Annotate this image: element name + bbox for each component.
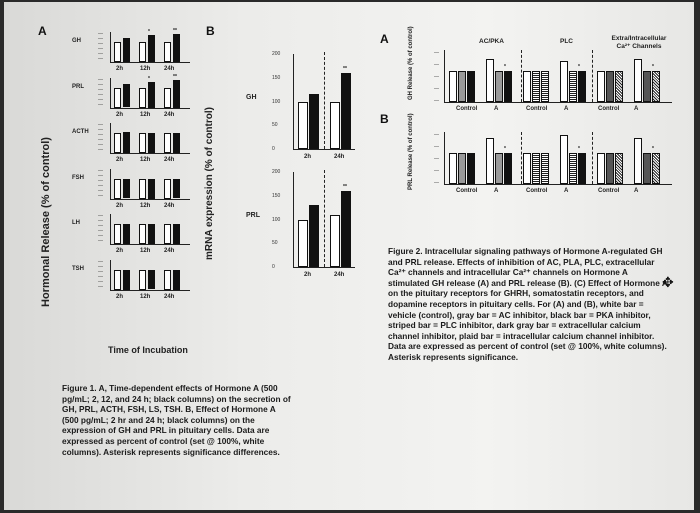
- fig1-bar-hormone: [148, 179, 155, 199]
- fig1b-bar-hormone: [309, 205, 319, 267]
- fig1b-label-gh: GH: [246, 94, 257, 101]
- fig1b-time-tick: 2h: [304, 272, 312, 278]
- fig1b-bar-control: [330, 215, 340, 267]
- fig2-bar: [504, 71, 512, 102]
- fig1b-tick: 100: [272, 98, 281, 105]
- fig1-time-tick: 2h: [116, 248, 124, 254]
- fig1-significance-mark: **: [173, 28, 177, 34]
- fig1-row-tick: —: [98, 233, 103, 239]
- fig1-significance-mark: *: [148, 75, 150, 82]
- fig2-bar: [597, 71, 605, 102]
- fig1-time-tick: 24h: [164, 293, 175, 300]
- fig1-row-tick: —: [98, 91, 103, 98]
- fig1b-bar-hormone: [341, 191, 351, 267]
- fig1-bar-control: [164, 88, 171, 108]
- fig1-row-label-tsh: TSH: [72, 265, 84, 272]
- fig1-row-tick: —: [98, 278, 103, 285]
- fig1-bar-control: [139, 224, 146, 244]
- fig2-divider: [521, 132, 522, 184]
- fig2-significance-mark: *: [504, 64, 506, 70]
- fig1b-tick: 150: [272, 192, 281, 199]
- fig1-row-tick: —: [98, 56, 103, 62]
- fig2-x-label: A: [564, 106, 569, 112]
- fig1-bar-control: [139, 133, 146, 153]
- fig2-panel-a-letter: A: [380, 32, 389, 46]
- fig1-panel-b-letter: B: [206, 24, 215, 38]
- fig2-tick: —: [434, 50, 439, 56]
- fig1-row-tick: —: [98, 96, 103, 103]
- fig1-time-tick: 24h: [164, 157, 175, 163]
- fig1-bar-control: [164, 270, 171, 290]
- fig2-x-label: Control: [598, 106, 620, 112]
- fig1-bar-hormone: [173, 80, 180, 108]
- fig1-time-tick: 12h: [140, 293, 151, 300]
- fig1-row-xaxis: [110, 244, 190, 245]
- fig2-tick: —: [434, 156, 439, 162]
- fig2-bar: [495, 71, 503, 102]
- fig1-x-axis-label: Time of Incubation: [108, 345, 188, 355]
- fig1-bar-hormone: [173, 224, 180, 244]
- fig1b-xaxis: [293, 267, 355, 268]
- fig1-row-tick: —: [98, 132, 103, 138]
- fig1-row-tick: —: [98, 283, 103, 290]
- fig2-bar: [449, 153, 457, 184]
- fig1-row-label-acth: ACTH: [72, 129, 89, 135]
- fig2-group-title-ac-pka: AC/PKA: [479, 38, 504, 45]
- fig2-significance-mark: *: [504, 146, 506, 152]
- fig1-row-tick: —: [98, 142, 103, 148]
- fig2-bar: [560, 135, 568, 184]
- fig2-x-label: A: [494, 188, 499, 194]
- fig1-bar-control: [114, 179, 121, 199]
- fig1-time-tick: 12h: [140, 111, 151, 118]
- fig1b-time-tick: 24h: [334, 154, 345, 160]
- fig1-caption: Figure 1. A, Time-dependent effects of Hormone A (500 pg/mL; 2, 12, and 24 h; black columns) on the secretion of GH, PRL, ACTH, FSH, LS, TSH. B, Effect of Hormone A (500 pg/mL; 2 hr and 24 h; black columns) on the expression of GH and PRL in pituitary cells. Data are expressed as percent of control (set @ 100%, white columns). Asterisk represents significance differences.: [62, 383, 291, 457]
- fig2-x-label: A: [564, 188, 569, 194]
- fig1-bar-hormone: [148, 35, 155, 62]
- fig1-row-tick: —: [98, 41, 103, 47]
- fig2-caption: Figure 2. Intracellular signaling pathways of Hormone A-regulated GH and PRL release. Effects of inhibition of AC, PLA, PLC, extracellular Ca²⁺ channels and intracellular Ca²⁺ channels on Hormone A stimulated GH release (A) and PRL release (B). (C) Effect of Hormone A on the pituitary receptors for GHRH, somatostatin receptors, and dopamine receptors in pituitary cells. For (A) and (B), white bar = vehicle (control), gray bar = AC inhibitor, black bar = PKA inhibitor, striped bar = PLC inhibitor, dark gray bar = extracellular calcium channel inhibitor, plaid bar = intracellular calcium channel inhibitor. Data are expressed as percent of control (set @ 100%, white columns). Asterisk represents significance.: [388, 246, 668, 362]
- fig1b-bar-control: [298, 102, 308, 150]
- fig1b-y-axis-label: mRNA expression (% of control): [204, 107, 215, 260]
- fig1-bar-control: [114, 270, 121, 290]
- fig1-bar-control: [139, 179, 146, 199]
- fig2-tick: —: [434, 86, 439, 92]
- fig2a-y-axis-label: GH Release (% of control): [408, 26, 414, 100]
- fig1-row-xaxis: [110, 290, 190, 291]
- fig1b-tick: 200: [272, 51, 281, 57]
- fig1-time-tick: 2h: [116, 111, 124, 118]
- fig1-row-tick: —: [98, 81, 103, 88]
- fig2-divider: [592, 50, 593, 102]
- fig1-bar-hormone: [148, 133, 155, 153]
- fig2-bar: [523, 71, 531, 102]
- fig2-tick: —: [434, 74, 439, 80]
- fig1-row-xaxis: [110, 108, 190, 109]
- fig1-time-tick: 2h: [116, 66, 124, 72]
- fig1-bar-control: [164, 42, 171, 62]
- fig1-row-tick: —: [98, 101, 103, 108]
- fig1-row-tick: —: [98, 182, 103, 189]
- fig2-bar: [634, 59, 642, 102]
- fig2-x-label: Control: [598, 188, 620, 194]
- fig2-bar: [634, 138, 642, 184]
- fig2-tick: —: [434, 98, 439, 104]
- fig1-time-tick: 12h: [140, 202, 151, 209]
- fig2-group-title-plc: PLC: [560, 38, 573, 45]
- fig2-group-title-calcium: Extra/Intracellular Ca²⁺ Channels: [611, 35, 667, 50]
- fig1b-time-tick: 2h: [304, 154, 312, 160]
- fig2-bar: [597, 153, 605, 184]
- fig2-bar: [569, 71, 577, 102]
- fig2-x-label: Control: [526, 106, 548, 112]
- fig2-bar: [458, 153, 466, 184]
- fig1-time-tick: 2h: [116, 157, 124, 163]
- fig2-bar: [606, 153, 614, 184]
- fig1-row-tick: —: [98, 127, 103, 133]
- fig2-bar: [523, 153, 531, 184]
- fig1-bar-hormone: [173, 133, 180, 153]
- fig1b-significance-mark: **: [343, 66, 347, 72]
- fig2-bar: [615, 71, 623, 102]
- fig1b-divider: [324, 170, 325, 267]
- fig2-yaxis: [444, 132, 445, 184]
- move-cursor-icon: ✥: [662, 274, 674, 290]
- fig1b-significance-mark: **: [343, 184, 347, 190]
- fig1-bar-control: [114, 224, 121, 244]
- fig1-time-tick: 12h: [140, 248, 151, 254]
- fig1-row-tick: —: [98, 263, 103, 270]
- fig2-xaxis: [444, 184, 672, 185]
- fig2-bar: [606, 71, 614, 102]
- fig2-divider: [592, 132, 593, 184]
- fig2-bar: [458, 71, 466, 102]
- fig2-x-label: Control: [456, 106, 478, 112]
- fig1-time-tick: 2h: [116, 202, 124, 209]
- fig1-row-tick: —: [98, 228, 103, 234]
- fig1b-tick: 50: [272, 240, 278, 247]
- fig1-row-label-gh: GH: [72, 38, 81, 44]
- fig2-bar: [486, 59, 494, 102]
- fig2-bar: [569, 153, 577, 184]
- fig1-row-xaxis: [110, 153, 190, 154]
- fig1-row-tick: —: [98, 137, 103, 143]
- photographed-page: [4, 2, 694, 510]
- fig1-row-xaxis: [110, 62, 190, 63]
- fig1-bar-control: [114, 133, 121, 153]
- fig1-row-yaxis: [110, 32, 111, 62]
- fig2-tick: —: [434, 144, 439, 150]
- fig1b-tick: 50: [272, 122, 278, 129]
- fig2-bar: [652, 153, 660, 184]
- fig2-x-label: Control: [456, 188, 478, 194]
- fig1-bar-control: [114, 88, 121, 108]
- fig1b-bar-hormone: [341, 73, 351, 149]
- fig1-significance-mark: **: [173, 73, 177, 80]
- fig1-row-tick: —: [98, 268, 103, 275]
- fig1-bar-hormone: [123, 179, 130, 199]
- fig1b-divider: [324, 52, 325, 149]
- fig2-bar: [486, 138, 494, 184]
- fig1-bar-hormone: [123, 84, 130, 108]
- fig1-row-tick: —: [98, 187, 103, 194]
- fig1b-yaxis: [293, 172, 294, 267]
- fig1-bar-control: [139, 42, 146, 62]
- fig2-panel-b-letter: B: [380, 112, 389, 126]
- fig1-time-tick: 2h: [116, 293, 124, 300]
- fig2b-y-axis-label: PRL Release (% of control): [408, 113, 414, 190]
- fig1-time-tick: 24h: [164, 202, 175, 209]
- fig1-row-tick: —: [98, 51, 103, 57]
- fig2-bar: [560, 61, 568, 102]
- fig1-row-tick: —: [98, 273, 103, 280]
- fig1-row-yaxis: [110, 214, 111, 244]
- fig1b-bar-control: [330, 102, 340, 150]
- fig1-row-tick: —: [98, 86, 103, 93]
- fig1-significance-mark: *: [148, 29, 150, 35]
- fig2-x-label: A: [634, 106, 639, 112]
- fig2-bar: [578, 71, 586, 102]
- fig1b-tick: 200: [272, 169, 281, 175]
- fig2-bar: [578, 153, 586, 184]
- fig1-row-yaxis: [110, 169, 111, 199]
- fig1-row-tick: —: [98, 238, 103, 244]
- fig1-bar-control: [139, 88, 146, 108]
- fig2-bar: [652, 71, 660, 102]
- fig1-row-tick: —: [98, 258, 103, 265]
- fig2-xaxis: [444, 102, 672, 103]
- fig1b-bar-control: [298, 220, 308, 268]
- fig1-row-yaxis: [110, 260, 111, 290]
- fig2-bar: [541, 71, 549, 102]
- fig1-bar-control: [164, 133, 171, 153]
- fig1-bar-hormone: [123, 224, 130, 244]
- fig1-bar-control: [114, 42, 121, 62]
- fig2-bar: [504, 153, 512, 184]
- fig2-significance-mark: *: [652, 146, 654, 152]
- fig2-bar: [532, 153, 540, 184]
- fig1-row-tick: —: [98, 218, 103, 224]
- fig1-time-tick: 24h: [164, 111, 175, 118]
- fig1-row-tick: —: [98, 147, 103, 153]
- fig1-time-tick: 24h: [164, 66, 175, 72]
- fig1-row-label-lh: LH: [72, 220, 80, 226]
- fig1-row-tick: —: [98, 46, 103, 52]
- fig1-y-axis-label: Hormonal Release (% of control): [40, 137, 52, 307]
- fig2-bar: [449, 71, 457, 102]
- fig2-tick: —: [434, 132, 439, 138]
- fig1-bar-hormone: [123, 132, 130, 153]
- fig2-yaxis: [444, 50, 445, 102]
- fig2-significance-mark: *: [652, 64, 654, 70]
- fig1b-tick: 0: [272, 264, 275, 270]
- fig1-row-tick: —: [98, 213, 103, 219]
- fig1b-yaxis: [293, 54, 294, 149]
- fig1b-tick: 150: [272, 74, 281, 81]
- fig1-bar-control: [164, 224, 171, 244]
- fig1-bar-hormone: [148, 224, 155, 244]
- fig2-bar: [615, 153, 623, 184]
- fig1-bar-hormone: [123, 38, 130, 62]
- fig1-bar-hormone: [148, 82, 155, 108]
- fig1b-time-tick: 24h: [334, 272, 345, 278]
- fig1-bar-control: [139, 270, 146, 290]
- fig1b-tick: 100: [272, 216, 281, 223]
- fig1-bar-hormone: [173, 34, 180, 62]
- fig2-tick: —: [434, 180, 439, 186]
- fig1-row-tick: —: [98, 177, 103, 184]
- fig2-bar: [495, 153, 503, 184]
- fig1b-bar-hormone: [309, 94, 319, 149]
- fig1-row-tick: —: [98, 36, 103, 42]
- fig2-bar: [541, 153, 549, 184]
- fig2-divider: [521, 50, 522, 102]
- fig2-tick: —: [434, 168, 439, 174]
- fig1-bar-hormone: [173, 179, 180, 199]
- fig1-row-yaxis: [110, 78, 111, 108]
- fig1-row-label-fsh: FSH: [72, 174, 84, 181]
- fig1-bar-hormone: [123, 270, 130, 290]
- fig1-row-tick: —: [98, 76, 103, 83]
- fig1-bar-control: [164, 179, 171, 199]
- fig2-x-label: A: [634, 188, 639, 194]
- fig1b-tick: 0: [272, 146, 275, 152]
- fig1-row-tick: —: [98, 192, 103, 199]
- fig1-row-tick: —: [98, 172, 103, 179]
- fig1-panel-a-letter: A: [38, 24, 47, 38]
- fig1-row-tick: —: [98, 223, 103, 229]
- fig1-row-tick: —: [98, 167, 103, 174]
- fig2-x-label: Control: [526, 188, 548, 194]
- fig2-bar: [643, 71, 651, 102]
- fig1-bar-hormone: [148, 270, 155, 290]
- fig1-row-label-prl: PRL: [72, 83, 84, 90]
- fig1-row-xaxis: [110, 199, 190, 200]
- fig1-time-tick: 12h: [140, 66, 151, 72]
- fig2-bar: [467, 153, 475, 184]
- fig2-bar: [532, 71, 540, 102]
- fig2-significance-mark: *: [578, 64, 580, 70]
- fig1-row-yaxis: [110, 123, 111, 153]
- fig1b-label-prl: PRL: [246, 212, 260, 219]
- fig2-tick: —: [434, 62, 439, 68]
- fig2-x-label: A: [494, 106, 499, 112]
- fig1-bar-hormone: [173, 270, 180, 290]
- fig2-bar: [643, 153, 651, 184]
- fig2-significance-mark: *: [578, 146, 580, 152]
- fig1-row-tick: —: [98, 31, 103, 37]
- fig2-bar: [467, 71, 475, 102]
- fig1-time-tick: 12h: [140, 157, 151, 163]
- fig1-row-tick: —: [98, 122, 103, 128]
- fig1b-xaxis: [293, 149, 355, 150]
- fig1-time-tick: 24h: [164, 248, 175, 254]
